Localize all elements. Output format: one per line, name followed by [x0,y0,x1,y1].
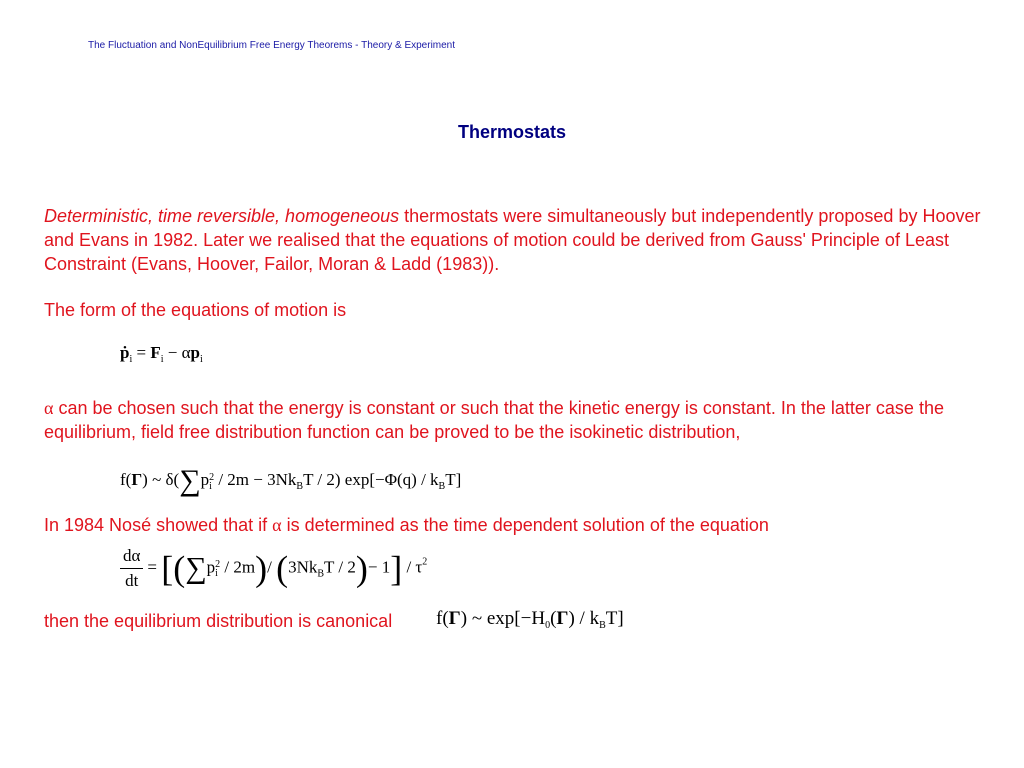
intro-body-text: thermostats were simultaneously but independently proposed by Hoover and Evans in 1982. Later we realised that the equations of motion could be derived from Gauss' Principle of Least Constraint (Evans, Hoover, Failor, Moran & Ladd (1983)). [44,206,981,274]
paragraph-canonical: then the equilibrium distribution is canonical [44,611,393,631]
alpha-symbol: α [44,398,54,418]
nose-text-start: In 1984 Nosé showed that if [44,515,273,535]
equations-intro: The form of the equations of motion is [44,300,347,320]
alpha-body-text: can be chosen such that the energy is constant or such that the kinetic energy is constant. In the latter case the equilibrium, field free distribution function can be proved to be the isokinetic distribution, [44,398,944,442]
page-title: Thermostats [457,122,567,142]
paragraph-intro [44,204,994,276]
nose-text-end: is determined as the time dependent solution of the equation [281,515,769,535]
equation-isokinetic: f(Γ) ~ δ(∑p2 $i / 2m - 3Nk_BT / 2$) $\exp[-\Phi(q) / k_BT]$ [120,464,462,497]
paragraph-alpha [44,396,1004,444]
alpha-symbol: α [272,515,282,535]
equation-nose: $\frac{d\alpha}{dt}$ = [(∑p2 i / 2m)/ $(3Nk_BT / 2)- 1] / \tau^2$ [120,546,427,596]
paragraph-nose [44,515,769,536]
equation-motion: $ṗ_i = F_i - \alpha p_i$ [120,343,203,365]
dalpha-dt-fraction: $\frac{d\alpha}{dt}$ [120,546,143,591]
intro-italic-text: Deterministic, time reversible, homogeneous [44,206,400,226]
header-text: The Fluctuation and NonEquilibrium Free Energy Theorems - Theory & Experiment [88,40,456,51]
equation-canonical: f(Γ) ~ $\exp[-H_0(\Gamma) / k_BT]$ [436,608,624,631]
